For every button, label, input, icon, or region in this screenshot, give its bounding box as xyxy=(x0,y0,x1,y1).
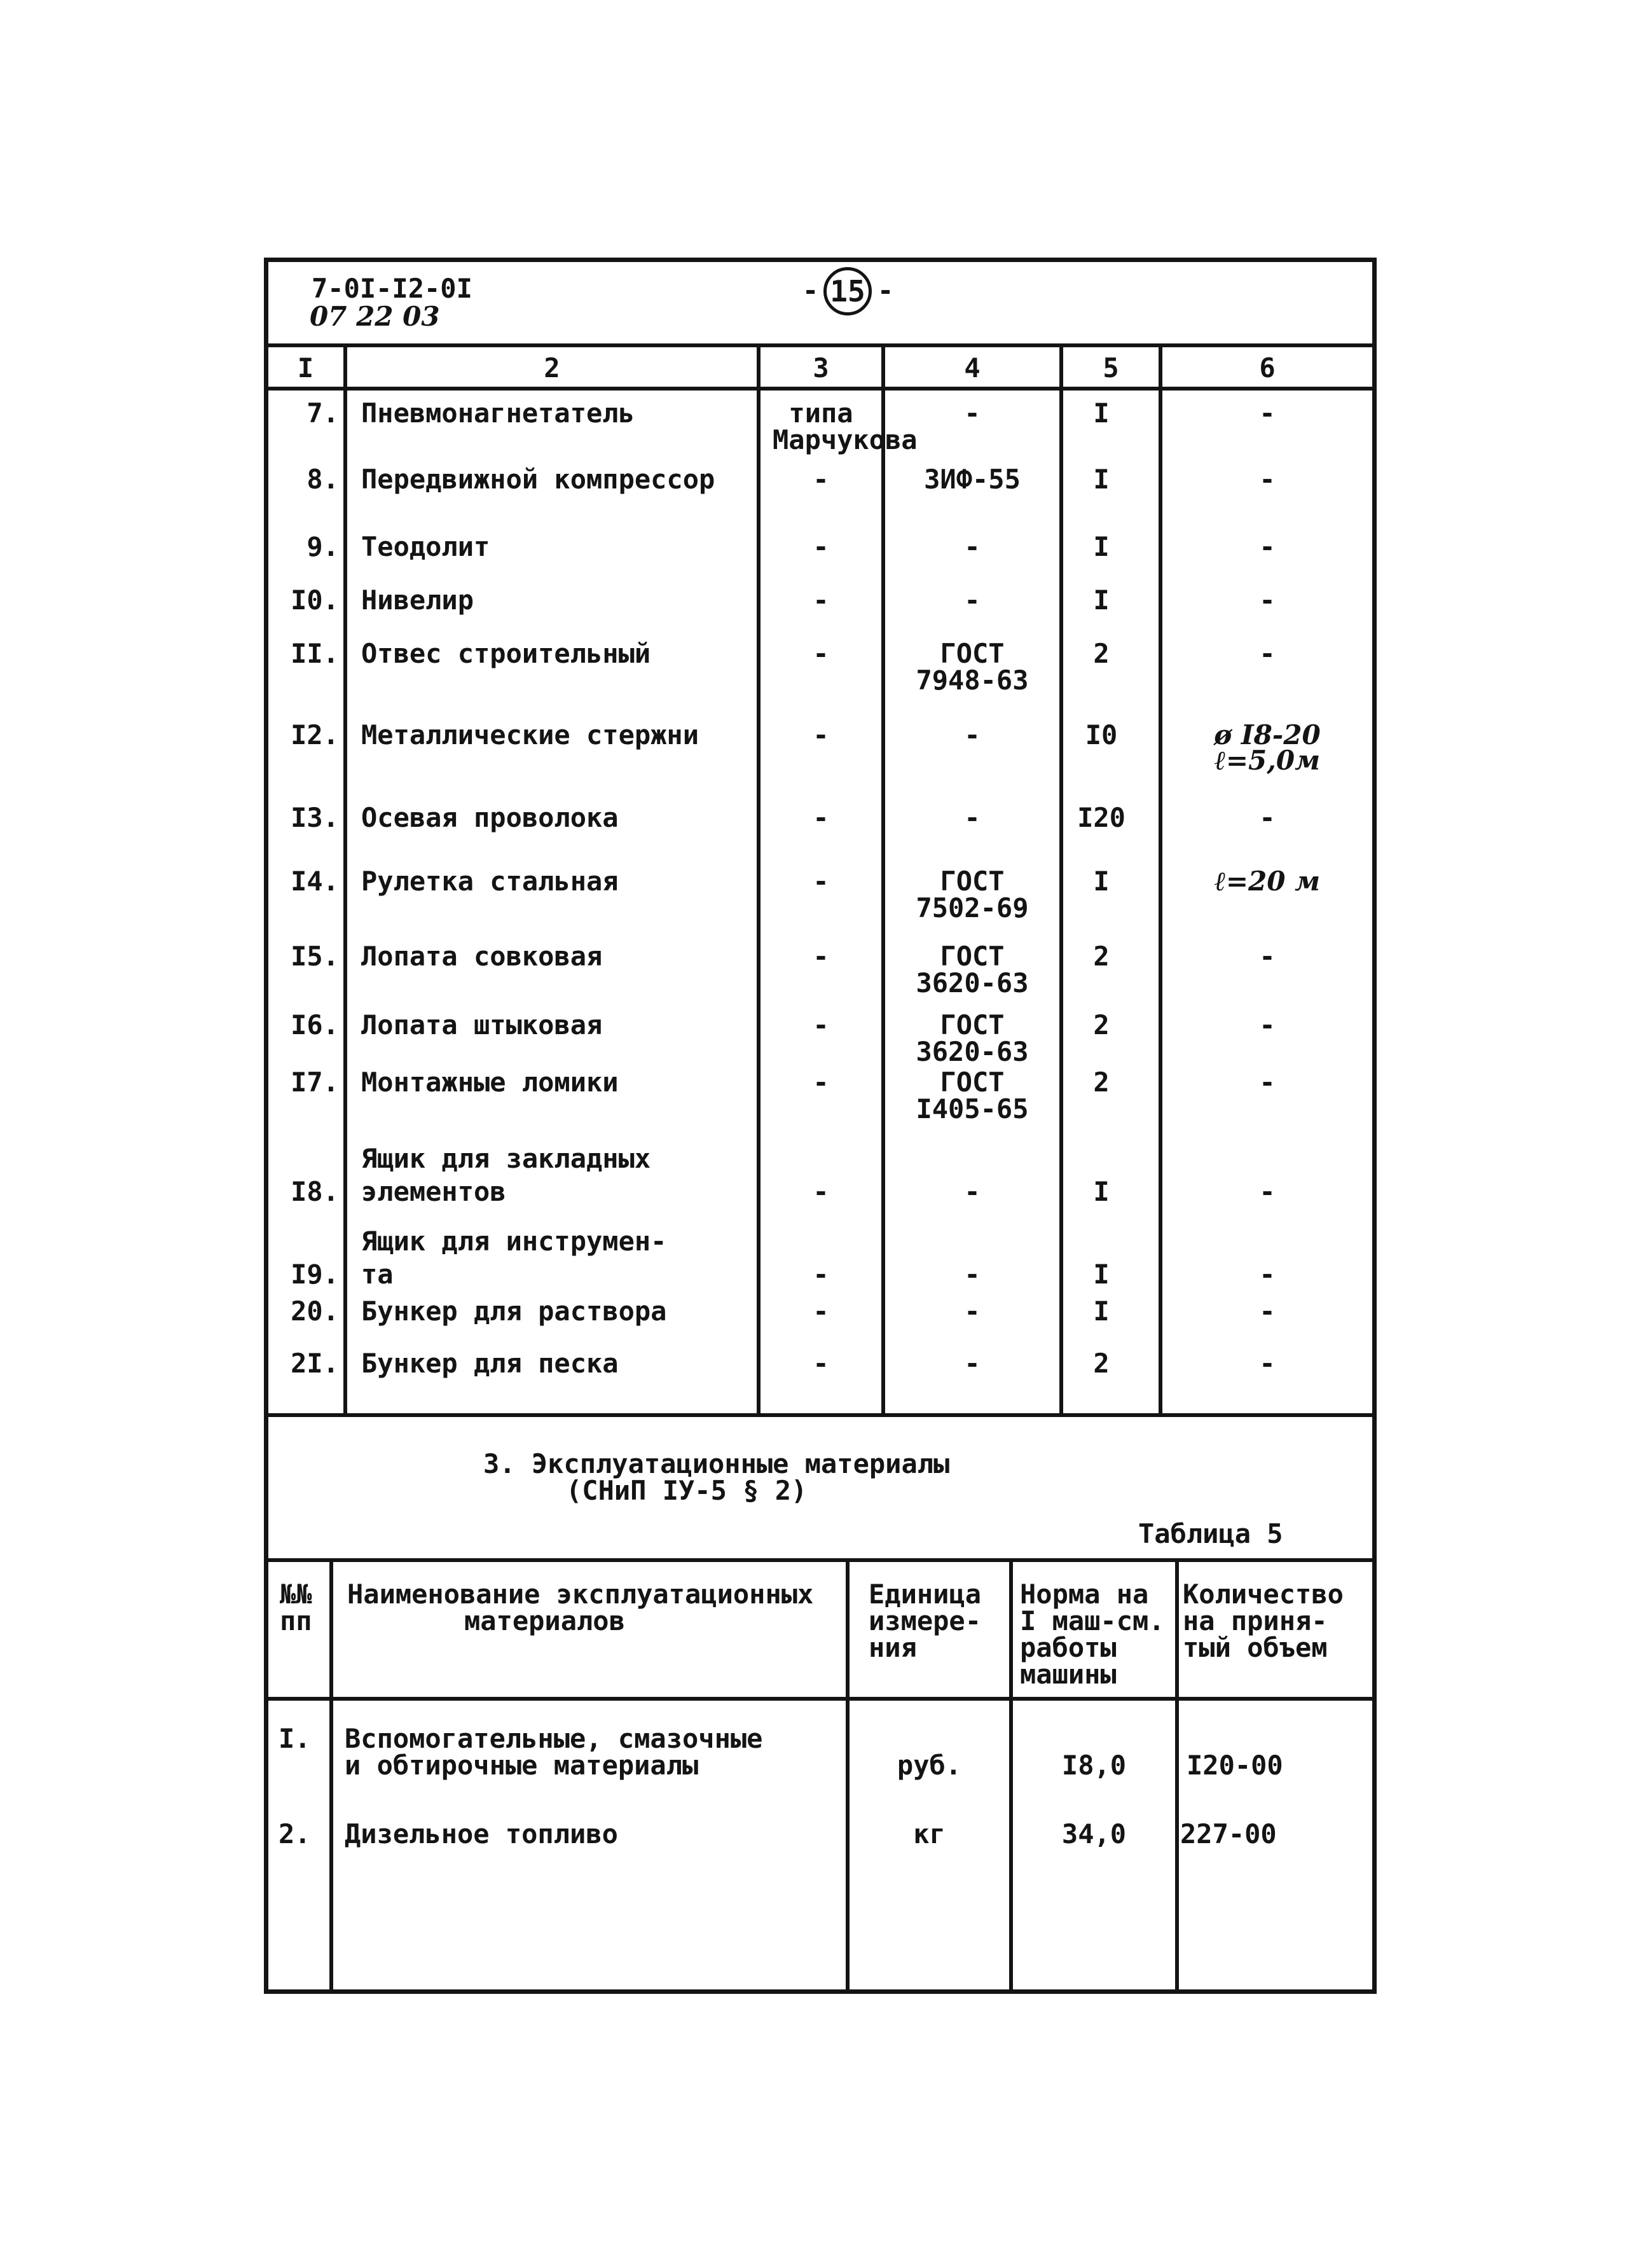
colnum-2: 2 xyxy=(544,352,560,384)
mat-row-2-num: 2. xyxy=(279,1818,311,1850)
mat-header-num-2: пп xyxy=(280,1605,312,1636)
equip-row-col6: - xyxy=(1259,1259,1276,1290)
equip-row-number: I5. xyxy=(291,941,339,972)
equip-row-col6: - xyxy=(1259,584,1276,616)
equip-row-number: 2I. xyxy=(291,1348,339,1379)
equip-row-col3: - xyxy=(813,1348,829,1379)
equip-row-col5: 2 xyxy=(1093,1009,1110,1041)
equip-row-number: I4. xyxy=(291,866,339,897)
equip-row-col4: - xyxy=(964,1259,981,1290)
equip-row-name: Передвижной компрессор xyxy=(361,464,715,495)
mat-row-2-qty: 227-00 xyxy=(1180,1818,1277,1850)
equip-row-col4: ГОСТ xyxy=(940,941,1005,972)
equip-row-col5: I xyxy=(1093,464,1110,495)
header-rule xyxy=(264,343,1377,347)
equip-row-col5: I20 xyxy=(1077,802,1125,833)
equip-row-name: Рулетка стальная xyxy=(361,866,619,897)
mat-row-1-qty: I20-00 xyxy=(1187,1750,1283,1781)
equip-row-col4: ГОСТ xyxy=(940,638,1005,669)
equip-row-col4: - xyxy=(964,719,981,750)
equip-row-col3: - xyxy=(813,584,829,616)
equip-row-col6-cont: ℓ=5,0м xyxy=(1214,745,1321,776)
page-number: 15 xyxy=(823,267,872,315)
mat-row-1-num: I. xyxy=(279,1723,311,1754)
equipment-table-bottom-rule xyxy=(264,1413,1377,1417)
equip-row-number: I2. xyxy=(291,719,339,750)
mat-header-unit-2: измере- xyxy=(869,1605,982,1636)
equip-row-col6: - xyxy=(1259,1009,1276,1041)
equip-row-col5: I xyxy=(1093,1176,1110,1207)
equip-row-number: I6. xyxy=(291,1009,339,1041)
table-label: Таблица 5 xyxy=(1138,1518,1283,1549)
equip-row-number: 9. xyxy=(306,531,339,562)
equip-row-col4: ГОСТ xyxy=(940,1067,1005,1098)
equip-row-col6: ø I8-20 xyxy=(1214,719,1321,750)
equip-row-col4: ГОСТ xyxy=(940,866,1005,897)
equip-row-col6: - xyxy=(1259,1296,1276,1327)
equip-row-col6: - xyxy=(1259,941,1276,972)
equip-row-col3: - xyxy=(813,941,829,972)
equip-row-name: Ящик для закладных xyxy=(361,1143,651,1174)
equip-row-number: I8. xyxy=(291,1176,339,1207)
equip-row-col3: - xyxy=(813,531,829,562)
colnum-5: 5 xyxy=(1103,352,1119,384)
mat-row-2-norm: 34,0 xyxy=(1061,1818,1127,1850)
mat-col-divider-4 xyxy=(1175,1558,1179,1994)
equip-row-number: 20. xyxy=(291,1296,339,1327)
doc-code: 7-0I-I2-0I xyxy=(312,273,472,304)
equip-row-col4: - xyxy=(964,1296,981,1327)
colnum-4: 4 xyxy=(964,352,981,384)
equip-row-col4: ЗИФ-55 xyxy=(924,464,1021,495)
equip-row-col4: - xyxy=(964,531,981,562)
equip-row-number: 7. xyxy=(306,398,339,429)
mat-header-norm-1: Норма на xyxy=(1020,1579,1149,1610)
equip-row-col3: - xyxy=(813,802,829,833)
mat-header-qty-1: Количество xyxy=(1183,1579,1344,1610)
equip-row-name: Лопата совковая xyxy=(361,941,603,972)
equip-row-number: I9. xyxy=(291,1259,339,1290)
equip-row-col6: - xyxy=(1259,802,1276,833)
equip-row-col3: - xyxy=(813,1067,829,1098)
equip-row-col5: I xyxy=(1093,531,1110,562)
mat-row-1-unit: руб. xyxy=(897,1750,962,1781)
equip-row-col5: 2 xyxy=(1093,1348,1110,1379)
equip-row-number: II. xyxy=(291,638,339,669)
equip-row-col4-cont: 3620-63 xyxy=(916,1036,1029,1067)
equip-row-col6: ℓ=20 м xyxy=(1214,866,1321,897)
equip-row-col6: - xyxy=(1259,464,1276,495)
mat-header-norm-3: работы xyxy=(1020,1632,1117,1663)
mat-col-divider-1 xyxy=(329,1558,333,1994)
equip-row-number: I0. xyxy=(291,584,339,616)
equip-row-col6: - xyxy=(1259,1176,1276,1207)
equip-row-col4-cont: 3620-63 xyxy=(916,967,1029,999)
mat-header-num-1: №№ xyxy=(280,1579,312,1610)
column-number-rule xyxy=(264,387,1377,391)
mat-header-norm-2: I маш-см. xyxy=(1020,1605,1165,1636)
equip-row-name: Нивелир xyxy=(361,584,474,616)
equip-row-col5: I xyxy=(1093,584,1110,616)
equip-row-col5: 2 xyxy=(1093,941,1110,972)
equip-row-col4: - xyxy=(964,398,981,429)
equip-row-col4: - xyxy=(964,1348,981,1379)
mat-header-unit-1: Единица xyxy=(869,1579,982,1610)
equip-row-name: Лопата штыковая xyxy=(361,1009,603,1041)
equip-row-col3: - xyxy=(813,1259,829,1290)
colnum-6: 6 xyxy=(1259,352,1276,384)
equip-row-name-cont: элементов xyxy=(361,1176,506,1207)
mat-header-qty-3: тый объем xyxy=(1183,1632,1328,1663)
equip-row-col6: - xyxy=(1259,531,1276,562)
equip-row-number: I7. xyxy=(291,1067,339,1098)
equip-row-col4: - xyxy=(964,1176,981,1207)
equip-col-divider-1 xyxy=(343,343,347,1417)
equip-row-name: Монтажные ломики xyxy=(361,1067,619,1098)
mat-header-unit-3: ния xyxy=(869,1632,917,1663)
mat-header-name-2: материалов xyxy=(464,1605,625,1636)
mat-row-1-name2: и обтирочные материалы xyxy=(345,1750,699,1781)
equip-row-col5: I xyxy=(1093,1259,1110,1290)
doc-code-handwritten: 07 22 03 xyxy=(310,301,440,332)
equip-row-col3: - xyxy=(813,1296,829,1327)
colnum-1: I xyxy=(297,352,314,384)
page-dash-left: - xyxy=(802,275,819,306)
equip-row-number: I3. xyxy=(291,802,339,833)
equip-row-col3: - xyxy=(813,866,829,897)
equip-row-name: Металлические стержни xyxy=(361,719,699,750)
equip-row-col3: - xyxy=(813,1009,829,1041)
mat-row-1-norm: I8,0 xyxy=(1061,1750,1127,1781)
equip-row-col3: - xyxy=(813,638,829,669)
equip-row-col6: - xyxy=(1259,398,1276,429)
mat-header-qty-2: на приня- xyxy=(1183,1605,1328,1636)
equip-row-col3: - xyxy=(813,1176,829,1207)
mat-row-2-name: Дизельное топливо xyxy=(345,1818,618,1850)
section3-subtitle: (СНиП IУ-5 § 2) xyxy=(566,1475,808,1506)
mat-row-1-name: Вспомогательные, смазочные xyxy=(345,1723,763,1754)
equip-row-col3: - xyxy=(813,464,829,495)
mat-row-2-unit: кг xyxy=(913,1818,946,1850)
section3-title: 3. Эксплуатационные материалы xyxy=(483,1448,950,1479)
equip-row-col4-cont: 7502-69 xyxy=(916,892,1029,923)
equip-row-col4-cont: 7948-63 xyxy=(916,665,1029,696)
mat-header-norm-4: машины xyxy=(1020,1659,1117,1690)
equip-row-col4: - xyxy=(964,802,981,833)
colnum-3: 3 xyxy=(813,352,829,384)
equip-row-col5: I xyxy=(1093,398,1110,429)
equip-row-number: 8. xyxy=(306,464,339,495)
equip-row-col4: ГОСТ xyxy=(940,1009,1005,1041)
equip-row-col3: типа xyxy=(788,398,853,429)
materials-header-bottom-rule xyxy=(264,1697,1377,1701)
equip-row-name-cont: та xyxy=(361,1259,394,1290)
equip-row-col6: - xyxy=(1259,1348,1276,1379)
equip-row-col5: I xyxy=(1093,1296,1110,1327)
equip-row-col6: - xyxy=(1259,1067,1276,1098)
equip-row-col4: - xyxy=(964,584,981,616)
equip-row-name: Теодолит xyxy=(361,531,490,562)
equip-row-col5: I xyxy=(1093,866,1110,897)
equip-row-col5: I0 xyxy=(1085,719,1118,750)
page-dash-right: - xyxy=(878,275,894,306)
equip-row-name: Осевая проволока xyxy=(361,802,619,833)
equip-row-name: Бункер для раствора xyxy=(361,1296,667,1327)
equip-row-name: Ящик для инструмен- xyxy=(361,1226,667,1257)
equip-row-col3-cont: Марчукова xyxy=(773,424,918,455)
equip-row-name: Отвес строительный xyxy=(361,638,651,669)
equip-row-name: Бункер для песка xyxy=(361,1348,619,1379)
equip-row-col5: 2 xyxy=(1093,638,1110,669)
mat-header-name-1: Наименование эксплуатационных xyxy=(347,1579,814,1610)
equip-row-name: Пневмонагнетатель xyxy=(361,398,635,429)
equip-row-col4-cont: I405-65 xyxy=(916,1093,1029,1124)
materials-header-top-rule xyxy=(264,1558,1377,1562)
equip-row-col5: 2 xyxy=(1093,1067,1110,1098)
equip-row-col6: - xyxy=(1259,638,1276,669)
equip-row-col3: - xyxy=(813,719,829,750)
